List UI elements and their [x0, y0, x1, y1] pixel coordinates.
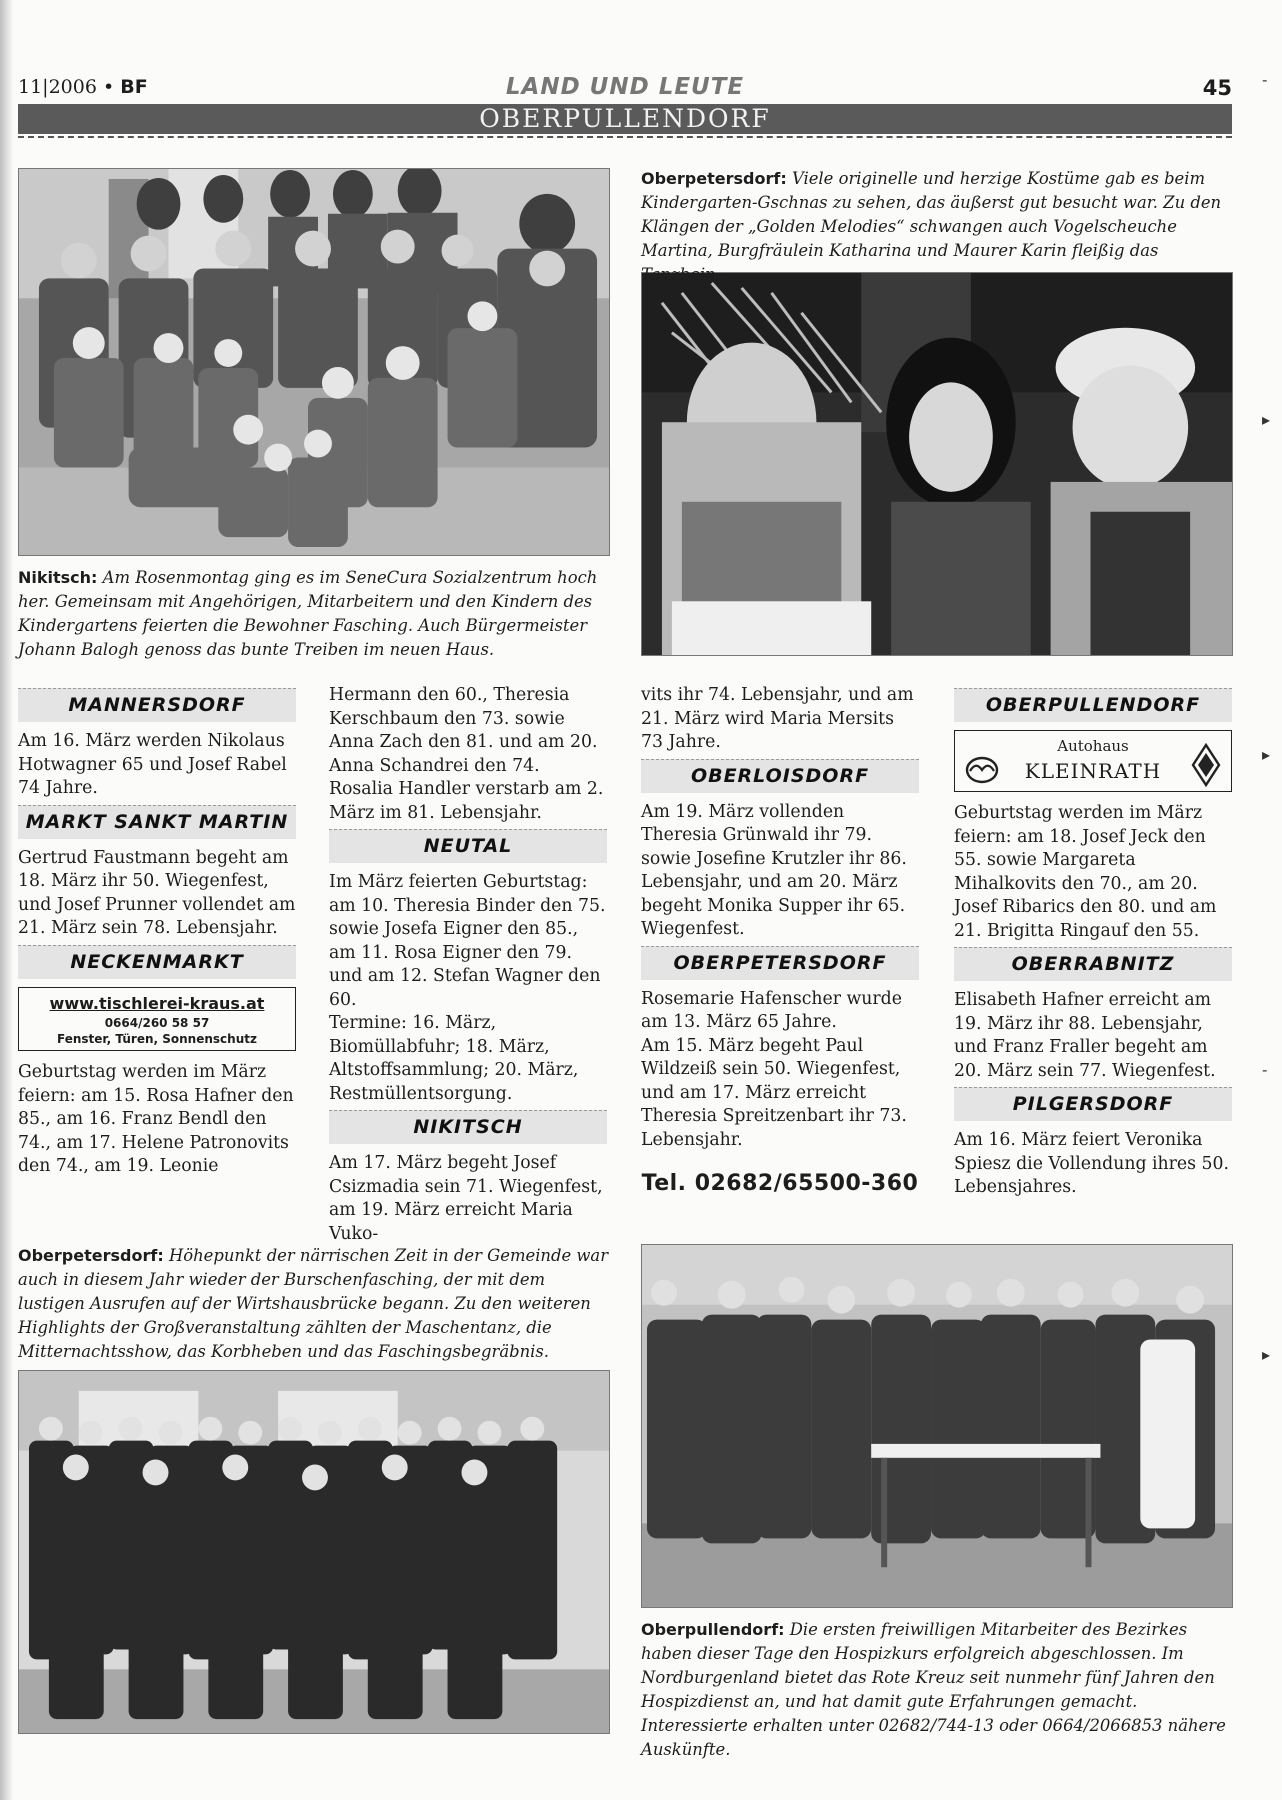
caption-place: Oberpetersdorf: — [641, 169, 787, 188]
ad-autohaus-label: Autohaus — [1057, 737, 1129, 755]
margin-mark: ▸ — [1262, 745, 1271, 764]
scan-edge — [0, 0, 14, 1800]
text-oberpetersdorf-2: Am 15. März begeht Paul Wildzeiß sein 50. Wiegenfest, und am 17. März erreicht Theresia Spreitzenbart ihr 73. Lebensjahr. — [641, 1035, 907, 1150]
text-neutal: Im März feierten Geburtstag: am 10. Theresia Binder den 75. sowie Josefa Eigner den 85., am 11. Rosa Eigner den 79. und am 12. Stefan Wagner den 60. — [329, 872, 606, 1010]
caption-place: Nikitsch: — [18, 568, 98, 587]
photo-burschenfasching — [18, 1370, 610, 1734]
text-pilgersdorf: Am 16. März feiert Veronika Spiesz die Vollendung ihres 50. Lebensjahres. — [954, 1130, 1230, 1197]
text-mannersdorf: Am 16. März werden Nikolaus Hotwagner 65 und Josef Rabel 74 Jahre. — [18, 731, 287, 798]
ad-phone: 0664/260 58 57 — [104, 1016, 210, 1030]
text-neckenmarkt-cont: Hermann den 60., Theresia Kerschbaum den 73. sowie Anna Zach den 81. und am 20. Anna Schandrei den 74. Rosalia Handler verstarb am 2. März im 81. Lebensjahr. — [329, 685, 604, 823]
photo-nikitsch-fasching — [18, 168, 610, 556]
photo-oberpetersdorf-kindergarten — [641, 272, 1233, 656]
ad-autohaus-kleinrath[interactable] — [954, 730, 1232, 792]
caption-place: Oberpullendorf: — [641, 1620, 785, 1639]
caption-text: Am Rosenmontag ging es im SeneCura Sozialzentrum hoch her. Gemeinsam mit Angehörigen, Mitarbeitern und den Kindern des Kindergartens feierten die Bewohner Fasching. Auch Bürgermeister Johann Balogh genoss das bunte Treiben im neuen Haus. — [18, 568, 598, 659]
caption-nikitsch — [18, 566, 610, 662]
margin-mark: - — [1262, 1060, 1268, 1079]
heading-oberrabnitz: OBERRABNITZ — [954, 947, 1232, 981]
issue-number: 11|2006 • — [18, 76, 115, 98]
heading-markt-sankt-martin: MARKT SANKT MARTIN — [18, 805, 296, 839]
margin-mark: ▸ — [1262, 410, 1271, 429]
column-2 — [329, 684, 607, 1246]
photo-hospizkurs — [641, 1244, 1233, 1608]
text-nikitsch-cont: vits ihr 74. Lebensjahr, und am 21. März wird Maria Mersits 73 Jahre. — [641, 685, 914, 752]
caption-text: Viele originelle und herzige Kostüme gab es beim Kindergarten-Gschnas zu sehen, das äußerst gut besucht war. Zu den Klängen der „Golden Melodies“ schwangen auch Vogelscheuche Martina, Burgfräulein Katharina und Maurer Karin fleißig das Tanzbein . — [641, 169, 1222, 284]
caption-oberpullendorf — [641, 1618, 1233, 1762]
heading-mannersdorf: MANNERSDORF — [18, 688, 296, 722]
heading-oberpetersdorf: OBERPETERSDORF — [641, 946, 919, 980]
caption-oberpetersdorf-bottom — [18, 1244, 610, 1364]
heading-neckenmarkt: NECKENMARKT — [18, 945, 296, 979]
margin-mark: ▸ — [1262, 1345, 1271, 1364]
renault-logo-icon — [1191, 743, 1221, 787]
column-3 — [641, 684, 919, 1196]
text-oberrabnitz: Elisabeth Hafner erreicht am 19. März ihr 88. Lebensjahr, und Franz Fraller begeht am 20. März sein 77. Wiegenfest. — [954, 990, 1216, 1081]
page-header — [18, 76, 1232, 100]
caption-text: Höhepunkt der närrischen Zeit in der Gemeinde war auch in diesem Jahr wieder der Burschenfasching, der mit dem lustigen Ausrufen auf der Wirtshausbrücke begann. Zu den weiteren Highlights der Großveranstaltung zählten der Maschentanz, die Mitternachtsshow, das Korbheben und das Faschingsbegräbnis. — [18, 1246, 609, 1361]
text-neckenmarkt: Geburtstag werden im März feiern: am 15. Rosa Hafner den 85., am 16. Franz Bendl den 74., am 17. Helene Patronovits den 74., am 19. Leonie — [18, 1062, 294, 1176]
header-divider — [18, 136, 1232, 138]
publication-name: BF — [120, 76, 148, 98]
heading-nikitsch: NIKITSCH — [329, 1110, 607, 1144]
caption-place: Oberpetersdorf: — [18, 1246, 164, 1265]
text-oberpullendorf: Geburtstag werden im März feiern: am 18. Josef Jeck den 55. sowie Margareta Mihalkovits den 70., am 20. Josef Ribarics den 80. und am 21. Brigitta Ringauf den 55. — [954, 803, 1217, 941]
text-oberloisdorf: Am 19. März vollenden Theresia Grünwald ihr 79. sowie Josefine Krutzler ihr 86. Lebensjahr, und am 20. März begeht Monika Supper ihr 65. Wiegenfest. — [641, 801, 907, 939]
text-markt-sankt-martin: Gertrud Faustmann begeht am 18. März ihr 50. Wiegenfest, und Josef Prunner vollendet am 21. März sein 78. Lebensjahr. — [18, 847, 296, 938]
column-4 — [954, 684, 1232, 1200]
region-band: OBERPULLENDORF — [18, 104, 1232, 134]
column-1 — [18, 684, 296, 1179]
telephone-number: Tel. 02682/65500-360 — [641, 1171, 919, 1196]
heading-neutal: NEUTAL — [329, 829, 607, 863]
ad-autohaus-name: KLEINRATH — [1024, 759, 1162, 783]
text-oberpetersdorf: Rosemarie Hafenscher wurde am 13. März 65 Jahre. — [641, 988, 902, 1032]
ad-url[interactable]: www.tischlerei-kraus.at — [49, 993, 265, 1013]
ad-services: Fenster, Türen, Sonnenschutz — [57, 1032, 257, 1046]
page-number: 45 — [1202, 76, 1232, 100]
heading-oberpullendorf: OBERPULLENDORF — [954, 688, 1232, 722]
text-neutal-termine: Termine: 16. März, Biomüllabfuhr; 18. März, Altstoffsammlung; 20. März, Restmüllentsorgung. — [329, 1013, 579, 1104]
margin-mark: - — [1262, 70, 1268, 89]
text-nikitsch: Am 17. März begeht Josef Csizmadia sein 71. Wiegenfest, am 19. März erreicht Maria Vuko- — [329, 1153, 603, 1244]
ad-tischlerei-kraus[interactable] — [18, 987, 296, 1052]
heading-oberloisdorf: OBERLOISDORF — [641, 759, 919, 793]
caption-text: Die ersten freiwilligen Mitarbeiter des Bezirkes haben dieser Tage den Hospizkurs erfolgreich abgeschlossen. Im Nordburgenland bietet das Rote Kreuz seit nunmehr fünf Jahren den Hospizdienst an, und hat damit gute Erfahrungen gemacht. Interessierte erhalten unter 02682/744-13 oder 0664/2066853 nähere Auskünfte. — [641, 1620, 1226, 1759]
caption-oberpetersdorf-top — [641, 167, 1233, 287]
heading-pilgersdorf: PILGERSDORF — [954, 1087, 1232, 1121]
section-title: LAND UND LEUTE — [505, 74, 745, 100]
